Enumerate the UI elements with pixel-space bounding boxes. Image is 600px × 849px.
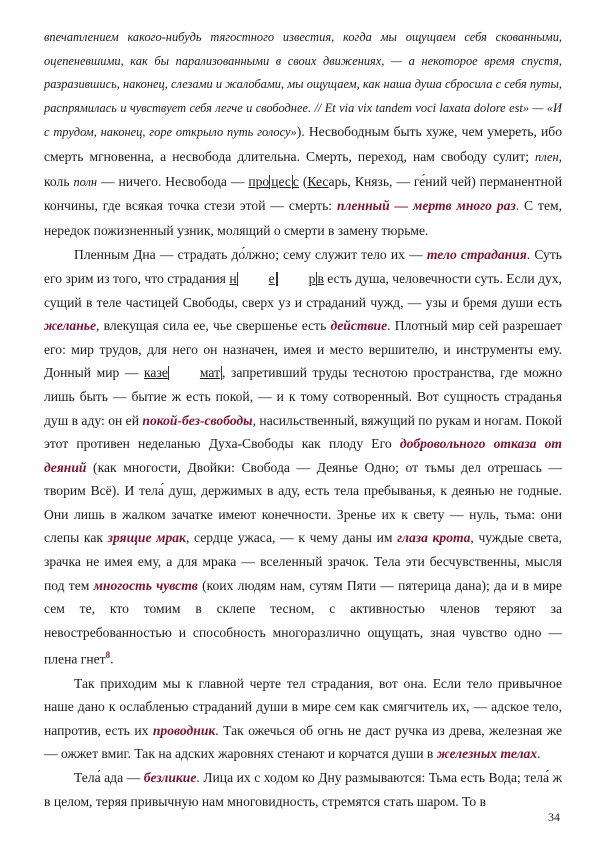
text-run: есть душа, человечности суть. Если дух, сущий в теле частицей Свободы, сверх уз и страданий чужд, — узы и бремя души есть bbox=[44, 270, 562, 310]
emphasis-text: пленный — мертв много раз bbox=[336, 198, 516, 214]
text-run: . Лица их с ходом ко Дну размываются: Тьма есть Вода; тела́ ж в целом, теряя привычную нам многовидность, стремятся стать шаром. То в bbox=[44, 769, 562, 809]
emphasis-text: проводник bbox=[152, 722, 216, 738]
text-run: . С тем, нередок пожизненный узник, молящий о смерти в замену тюрьме. bbox=[44, 198, 562, 238]
text-run: казе bbox=[144, 365, 168, 381]
text-run: е bbox=[237, 272, 277, 286]
text-run: полн bbox=[73, 174, 98, 189]
text-run: . Так ожечься об огнь не даст ручка из древа, железная же — ожжет вмиг. Так на адских жаровнях стенают и корчатся души в bbox=[44, 722, 562, 762]
text-run: . bbox=[537, 746, 541, 762]
text-run: . Плотный мир сей разрешает его: мир трудов, для него он назначен, имея и место вершителю, и инструменты ему. Донный мир — bbox=[44, 318, 563, 381]
text-run: Так приходим мы к главной черте тел страдания, вот она. Если тело привычное наше дано к ослабленью страданий души в мире сем как смягчитель их, — адское тело, напротив, есть их bbox=[44, 675, 562, 738]
text-run: , чуждые света, зрачка не имея ему, а для мрака — вселенный зрачок. Тела эти бесчувственны, мысля под тем bbox=[44, 530, 562, 593]
emphasis-text: глаза крота bbox=[397, 530, 471, 546]
text-run: , насильственный, вяжущий по рукам и ногам. Покой этот противен неделанью Духа-Свободы как плоду Его bbox=[44, 412, 562, 452]
text-run: ( bbox=[298, 173, 308, 189]
text-run: р bbox=[277, 272, 318, 286]
page-number: 34 bbox=[548, 810, 560, 824]
text-run: Тела́ ада — bbox=[74, 769, 144, 785]
text-run: ). Несвободным быть хуже, чем умереть, ибо смерть мгновенна, а несвобода длительна. Смерть, переход, нам свободу сулит; bbox=[44, 124, 562, 164]
emphasis-text: добровольного отказа от деяний bbox=[44, 436, 562, 475]
emphasis-text: действие bbox=[330, 318, 388, 334]
text-run: , сердце ужаса, — к чему даны им bbox=[185, 530, 398, 546]
emphasis-text: тело страдания bbox=[426, 247, 527, 263]
text-run: арь, Князь, — ге́ний чей) перманентной кончины, где всякая точка стези этой — смерть: bbox=[44, 173, 562, 214]
text-run: . Суть его зрим из того, что страдания bbox=[44, 247, 562, 286]
text-run: (как многости, Двойки: Свобода — Деянье Одно; от тьмы дел отрешась — творим Всё). И тела́ душ, держимых в аду, есть тела пребыванья, к деянью не годные. Они лишь в жалком зачатке имеют конечности. Зренье их к свету — нуль, тьма: они слепы как bbox=[44, 459, 562, 546]
text-run: , влекущая сила ее, чье свершенье есть bbox=[96, 318, 331, 334]
text-run: , запретивший труды теснотою пространства, где можно лишь быть — бытие ж есть покой, — и к тому сотворенный. Вот сущность страданья душ в аду: он ей bbox=[44, 365, 562, 428]
emphasis-text: зрящие мрак bbox=[107, 530, 186, 546]
paragraph-1 bbox=[44, 26, 562, 243]
text-run: (коих людям нам, сутям Пяти — пятерица дана); да и в мире сем те, кто томим в склепе тесном, с активностью членов теряют за невостребованностью и способность многоразлично ощущать, зная чувство одно — плена гнет bbox=[44, 577, 562, 667]
text-run: — ничего. Несвобода — bbox=[97, 173, 249, 189]
footnote-marker: 8 bbox=[105, 650, 111, 661]
text-run: цес bbox=[271, 173, 291, 189]
emphasis-text: покой-без-свободы bbox=[142, 412, 253, 428]
text-run: н bbox=[229, 270, 237, 286]
paragraph-3 bbox=[44, 672, 562, 766]
text-run: , коль bbox=[44, 148, 562, 189]
paragraph-2 bbox=[44, 243, 562, 671]
text-run: в bbox=[317, 270, 324, 286]
text-run: Кес bbox=[307, 173, 329, 189]
text-run: Пленным Дна — страдать до́лжно; сему служит тело их — bbox=[74, 247, 427, 263]
emphasis-text: желанье bbox=[44, 318, 97, 334]
emphasis-text: безликие bbox=[143, 769, 197, 785]
text-run: впечатлением какого-нибудь тягостного известия, когда мы ощущаем себя скованными, оцепеневшими, как бы парализованными в своих движениях, — а некоторое время спустя, разразившись, наконец, слезами и жалобами, мы ощущаем, как наша душа сбросила с себя путы, распрямилась и чувствует себя легче и свободнее. // Et via vix tandem voci laxata dolore est» — «И с трудом, наконец, горе открыло путь голосу» bbox=[44, 30, 562, 140]
text-run: . bbox=[110, 651, 114, 667]
text-run: плен bbox=[535, 149, 559, 164]
text-run: про bbox=[248, 173, 270, 189]
text-run: мат bbox=[168, 366, 222, 380]
text-run: с bbox=[292, 173, 299, 189]
paragraph-4 bbox=[44, 766, 562, 813]
emphasis-text: многость чувств bbox=[93, 577, 198, 593]
emphasis-text: железных телах bbox=[436, 746, 538, 762]
